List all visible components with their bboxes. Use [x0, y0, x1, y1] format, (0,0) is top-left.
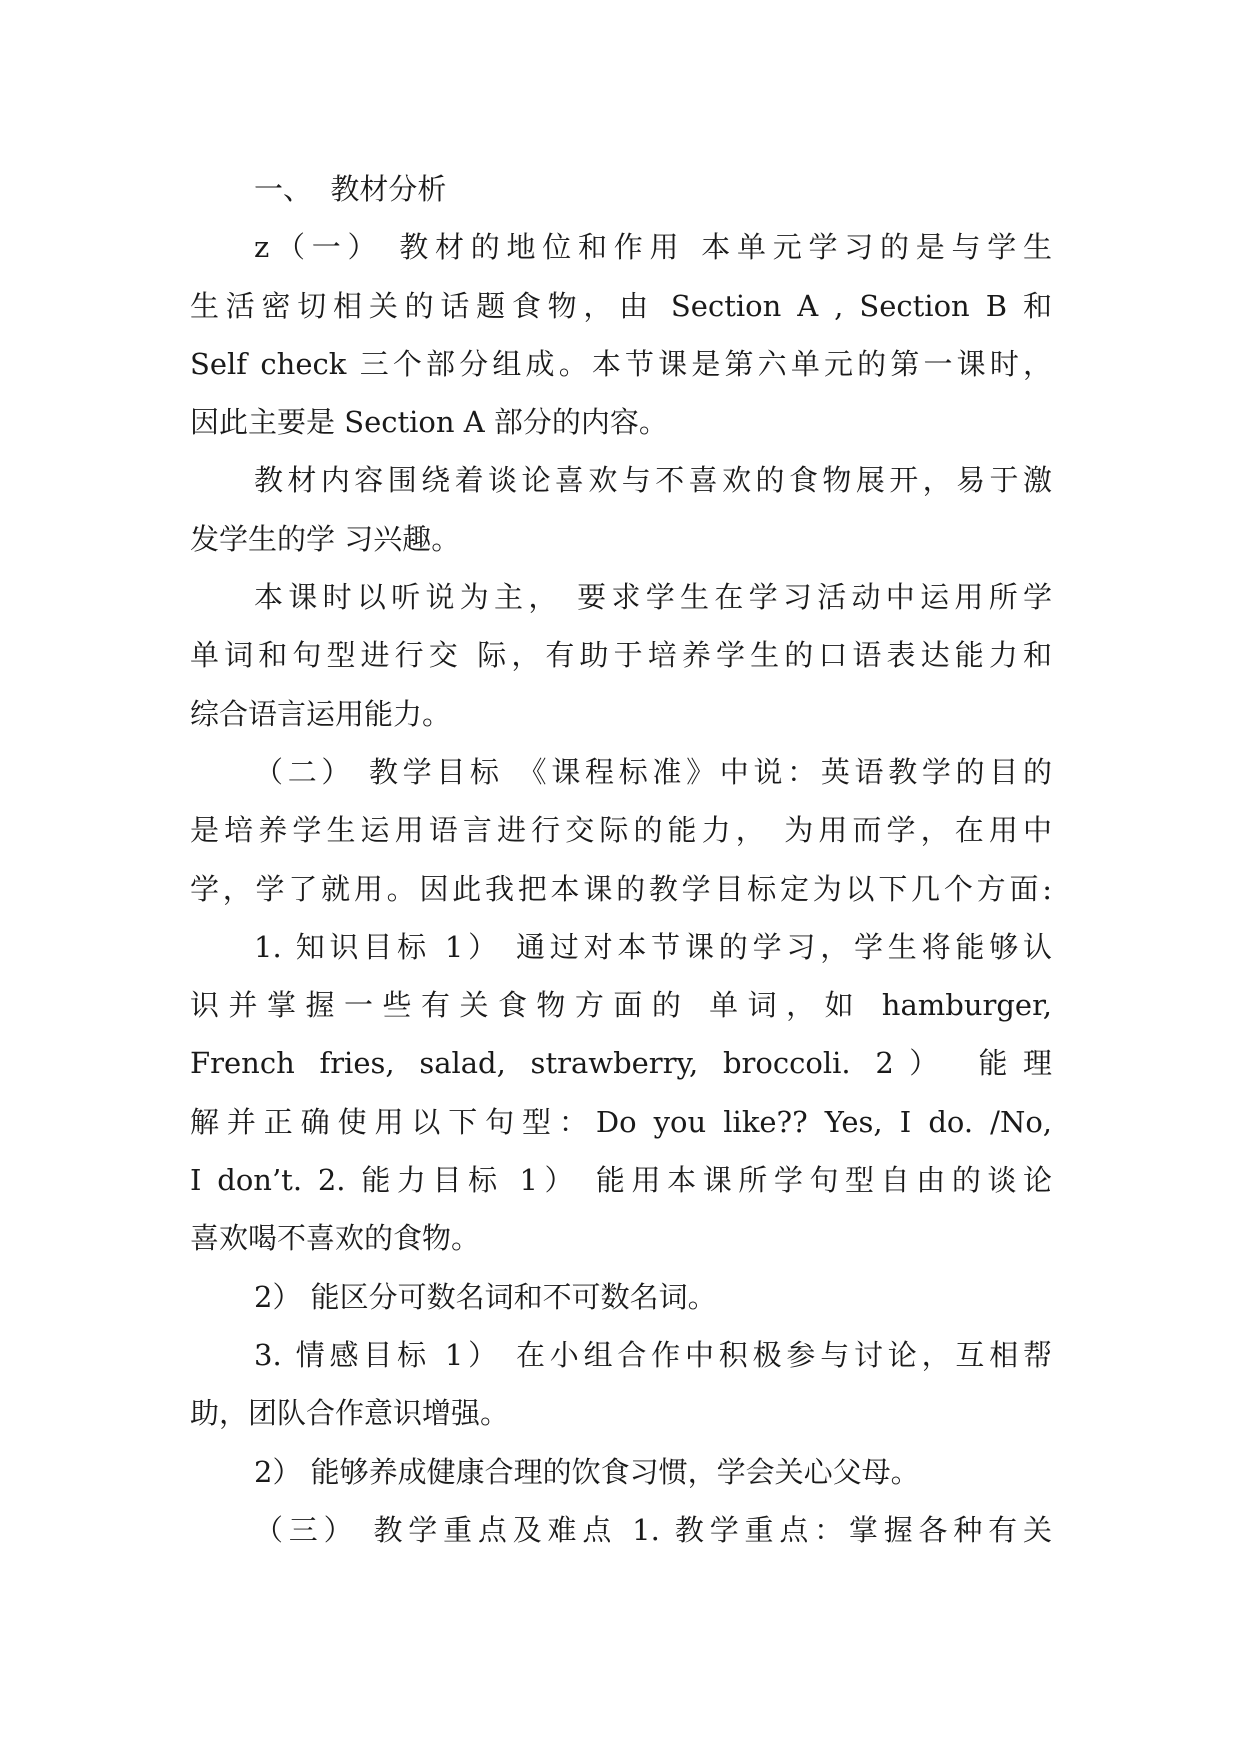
- paragraph-line: Self check 三个部分组成。本节课是第六单元的第一课时，: [190, 346, 1052, 381]
- paragraph-line: 综合语言运用能力。: [190, 696, 452, 731]
- paragraph-line: z（一） 教材的地位和作用 本单元学习的是与学生: [254, 230, 1052, 265]
- paragraph-line: 学，学了就用。因此我把本课的教学目标定为以下几个方面:: [190, 871, 1052, 906]
- paragraph-line: 教材内容围绕着谈论喜欢与不喜欢的食物展开，易于激: [254, 463, 1052, 498]
- paragraph-line: 解并正确使用以下句型：Do you like?? Yes, I do. /No,: [190, 1104, 1052, 1139]
- paragraph-line: 3. 情感目标 1） 在小组合作中积极参与讨论，互相帮: [254, 1337, 1052, 1372]
- paragraph-line: 2） 能够养成健康合理的饮食习惯，学会关心父母。: [254, 1454, 920, 1489]
- paragraph-line: （二） 教学目标 《课程标准》中说：英语教学的目的: [254, 754, 1052, 789]
- document-body: [190, 160, 1052, 1559]
- paragraph-line: 是培养学生运用语言进行交际的能力， 为用而学，在用中: [190, 813, 1052, 848]
- paragraph-line: 喜欢喝不喜欢的食物。: [190, 1221, 481, 1256]
- paragraph-line: 生活密切相关的话题食物，由 Section A , Section B 和: [190, 288, 1052, 323]
- paragraph-line: 发学生的学 习兴趣。: [190, 521, 461, 556]
- paragraph-line: 因此主要是 Section A 部分的内容。: [190, 405, 668, 440]
- paragraph-line: 单词和句型进行交 际，有助于培养学生的口语表达能力和: [190, 638, 1052, 673]
- paragraph-line: 本课时以听说为主， 要求学生在学习活动中运用所学: [254, 580, 1052, 615]
- paragraph-line: French fries, salad, strawberry, broccoli. 2） 能理: [190, 1046, 1052, 1081]
- paragraph-line: 2） 能区分可数名词和不可数名词。: [254, 1279, 717, 1314]
- paragraph-line: （三） 教学重点及难点 1. 教学重点：掌握各种有关: [254, 1512, 1052, 1547]
- paragraph-line: 1. 知识目标 1） 通过对本节课的学习，学生将能够认: [254, 929, 1052, 964]
- paragraph-line: I don’t. 2. 能力目标 1） 能用本课所学句型自由的谈论: [190, 1163, 1052, 1198]
- section-heading: 一、 教材分析: [254, 172, 447, 206]
- paragraph-line: 助，团队合作意识增强。: [190, 1396, 510, 1431]
- paragraph-line: 识并掌握一些有关食物方面的 单词，如 hamburger,: [190, 988, 1052, 1023]
